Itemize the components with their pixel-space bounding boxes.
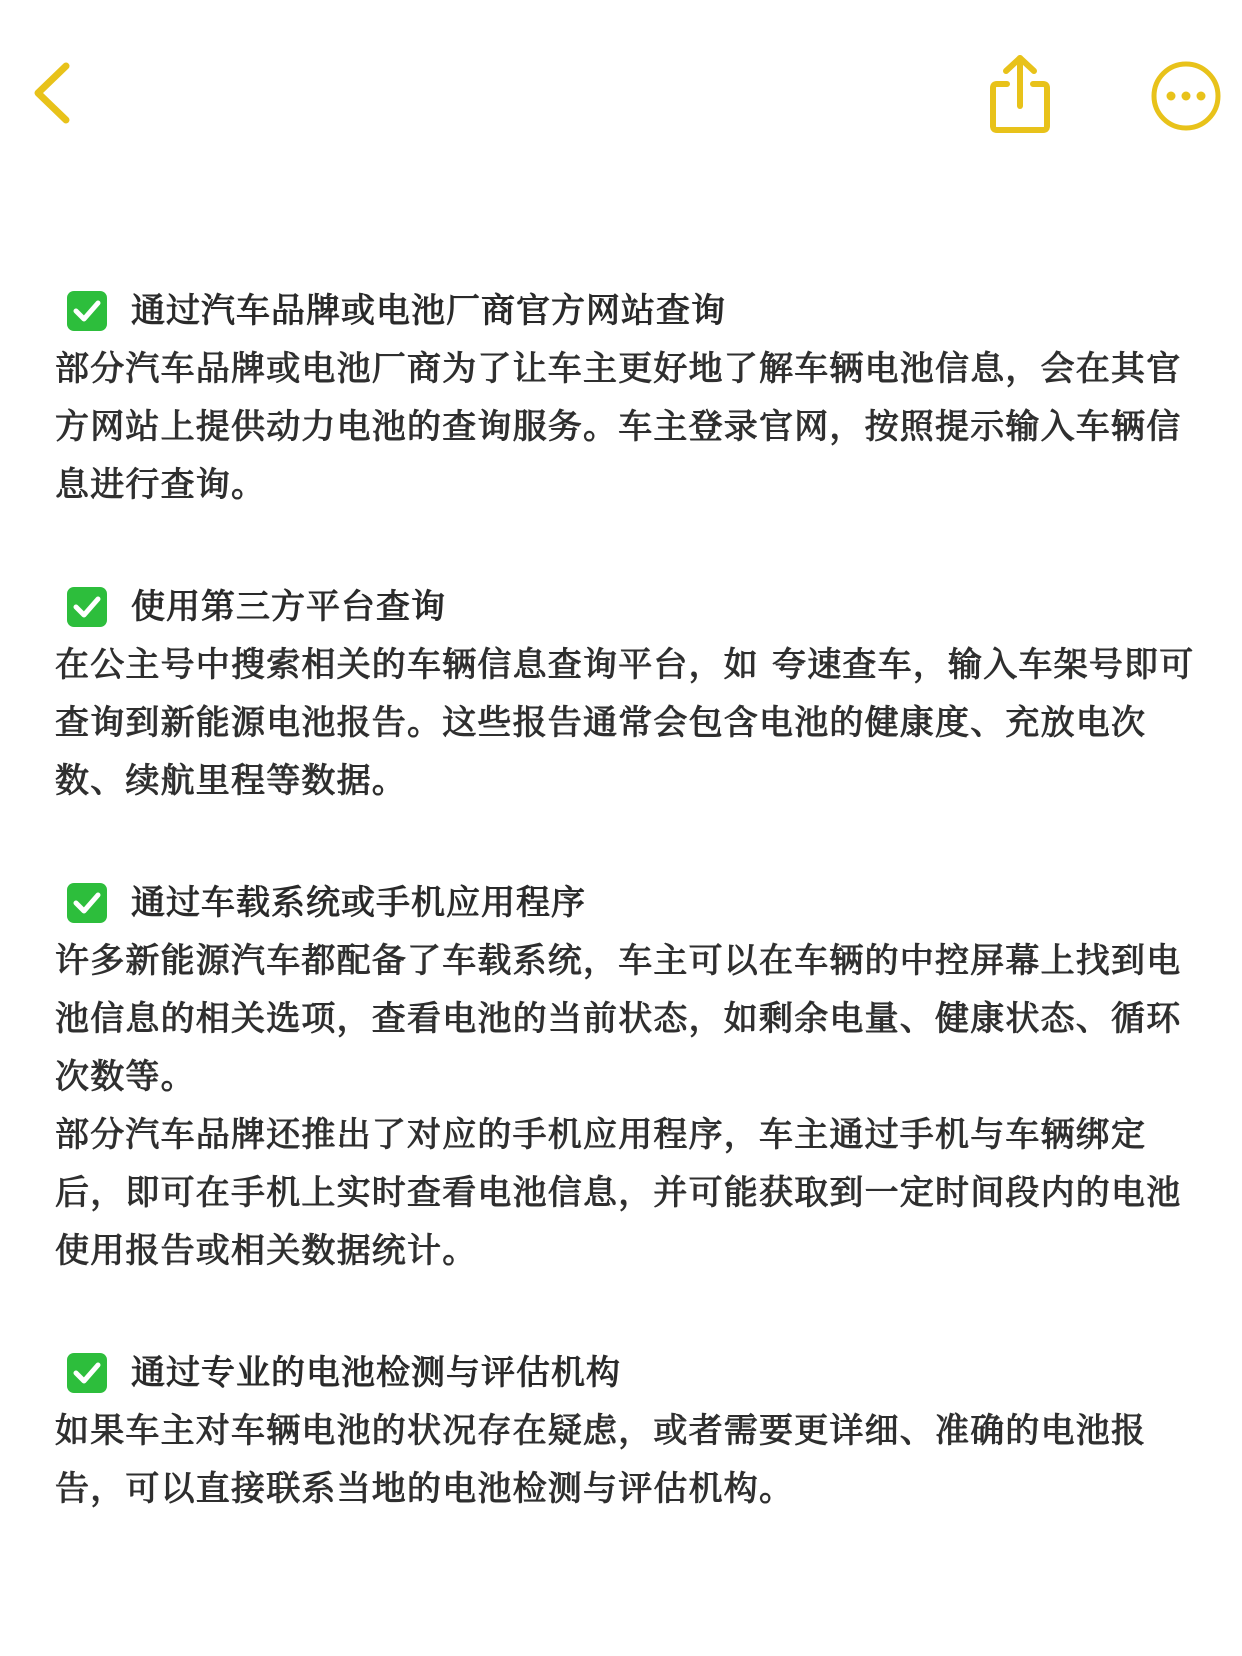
section-third-party-platform	[55, 578, 1195, 810]
section-title: 通过汽车品牌或电池厂商官方网站查询	[131, 291, 726, 331]
chevron-left-icon	[28, 58, 76, 128]
section-heading	[67, 874, 1195, 932]
section-title: 通过专业的电池检测与评估机构	[131, 1353, 621, 1393]
section-paragraph: 如果车主对车辆电池的状况存在疑虑，或者需要更详细、准确的电池报告，可以直接联系当地的电池检测与评估机构。	[55, 1411, 1147, 1509]
section-paragraph: 部分汽车品牌还推出了对应的手机应用程序，车主通过手机与车辆绑定后，即可在手机上实时查看电池信息，并可能获取到一定时间段内的电池使用报告或相关数据统计。	[55, 1115, 1182, 1271]
back-button[interactable]	[28, 58, 76, 128]
section-paragraph: 许多新能源汽车都配备了车载系统，车主可以在车辆的中控屏幕上找到电池信息的相关选项，查看电池的当前状态，如剩余电量、健康状态、循环次数等。	[55, 941, 1182, 1097]
section-heading	[67, 282, 1195, 340]
check-mark-button-icon	[67, 587, 107, 627]
more-options-button[interactable]	[1150, 60, 1222, 132]
section-heading	[67, 578, 1195, 636]
section-testing-agency	[55, 1344, 1195, 1518]
share-button[interactable]	[985, 52, 1055, 136]
note-content	[55, 282, 1195, 1518]
check-mark-button-icon	[67, 291, 107, 331]
top-toolbar	[0, 0, 1242, 200]
section-official-website	[55, 282, 1195, 514]
share-icon	[985, 52, 1055, 136]
section-heading	[67, 1344, 1195, 1402]
section-paragraph: 在公主号中搜索相关的车辆信息查询平台，如 夸速查车，输入车架号即可查询到新能源电池报告。这些报告通常会包含电池的健康度、充放电次数、续航里程等数据。	[55, 645, 1195, 801]
section-title: 使用第三方平台查询	[131, 587, 446, 627]
more-horizontal-icon	[1150, 60, 1222, 132]
check-mark-button-icon	[67, 1353, 107, 1393]
section-title: 通过车载系统或手机应用程序	[131, 883, 586, 923]
section-vehicle-system-app	[55, 874, 1195, 1280]
check-mark-button-icon	[67, 883, 107, 923]
section-paragraph: 部分汽车品牌或电池厂商为了让车主更好地了解车辆电池信息，会在其官方网站上提供动力电池的查询服务。车主登录官网，按照提示输入车辆信息进行查询。	[55, 349, 1182, 505]
